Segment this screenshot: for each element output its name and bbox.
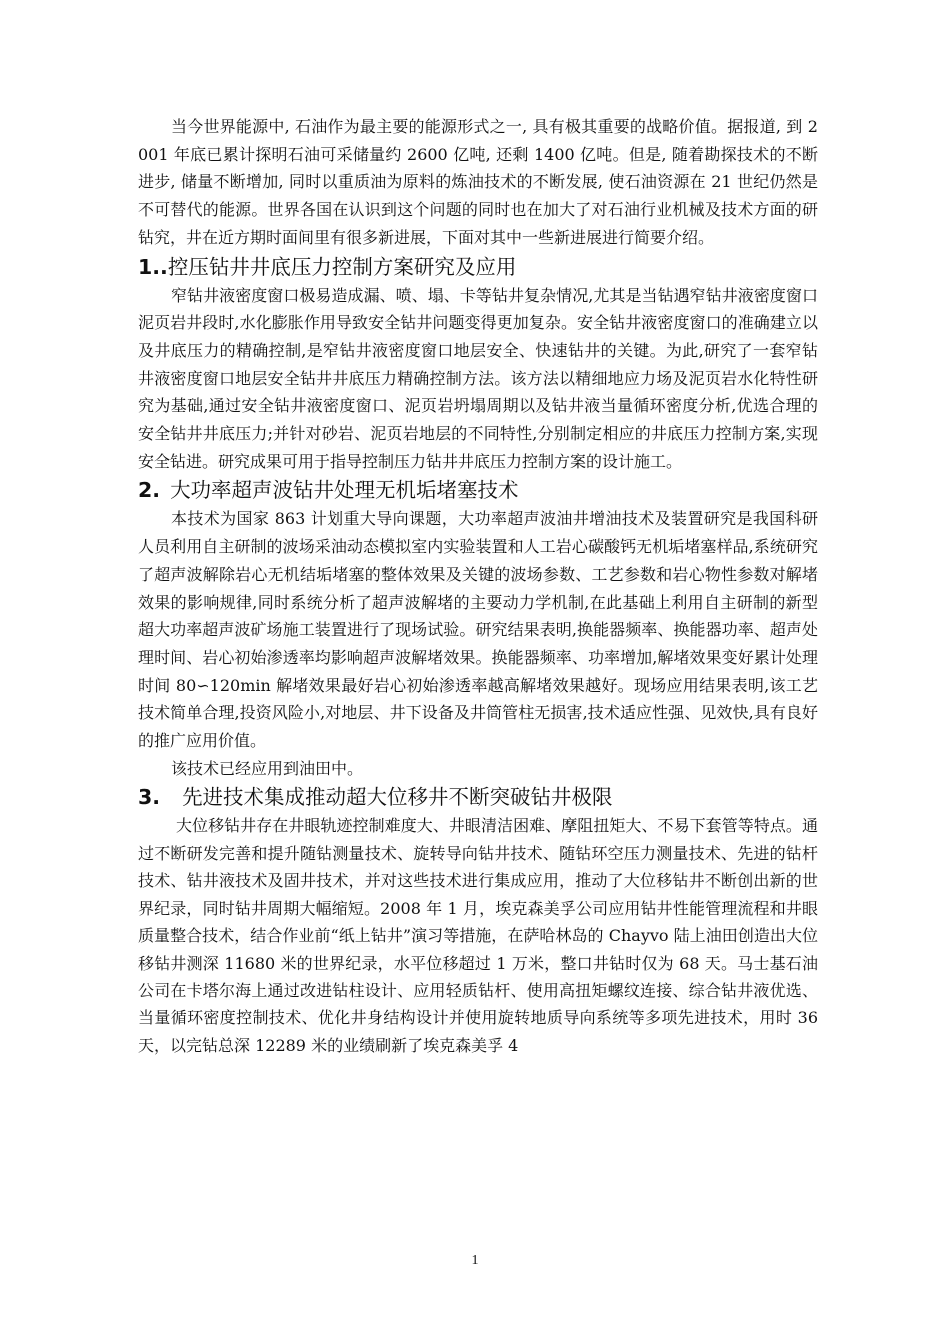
section-3-paragraph: 大位移钻井存在井眼轨迹控制难度大、井眼清洁困难、摩阻扭矩大、不易下套管等特点。通过不断研发完善和提升随钻测量技术、旋转导向钻井技术、随钻环空压力测量技术、先进的钻杆技术、钻井液技术及固井技术，并对这些技术进行集成应用，推动了大位移钻井不断创出新的世界纪录，同时钻井周期大幅缩短。2008 年 1 月，埃克森美孚公司应用钻井性能管理流程和井眼质量整合技术，结合作业前“纸上钻井”演习等措施，在萨哈林岛的 Chayvo 陆上油田创造出大位移钻井测深 11680 米的世界纪录，水平位移超过 1 万米，整口井钻时仅为 68 天。马士基石油公司在卡塔尔海上通过改进钻柱设计、应用轻质钻杆、使用高扭矩螺纹连接、综合钻井液优选、当量循环密度控制技术、优化井身结构设计并使用旋转地质导向系统等多项先进技术，用时 36 天，以完钻总深 12289 米的业绩刷新了埃克森美孚 4 — [138, 816, 818, 1055]
page-body — [138, 113, 818, 1059]
section-number: 1.. — [138, 254, 168, 279]
section-number: 2. — [138, 478, 161, 503]
section-heading-2 — [138, 475, 818, 505]
section-1-paragraph: 窄钻井液密度窗口极易造成漏、喷、塌、卡等钻井复杂情况,尤其是当钻遇窄钻井液密度窗口泥页岩井段时,水化膨胀作用导致安全钻井问题变得更加复杂。安全钻井液密度窗口的准确建立以及井底压力的精确控制,是窄钻井液密度窗口地层安全、快速钻井的关键。为此,研究了一套窄钻井液密度窗口地层安全钻井井底压力精确控制方法。该方法以精细地应力场及泥页岩水化特性研究为基础,通过安全钻井液密度窗口、泥页岩坍塌周期以及钻井液当量循环密度分析,优选合理的安全钻井井底压力;并针对砂岩、泥页岩地层的不同特性,分别制定相应的井底压力控制方案,实现安全钻进。研究成果可用于指导控制压力钻井井底压力控制方案的设计施工。 — [138, 285, 818, 471]
section-title: 控压钻井井底压力控制方案研究及应用 — [167, 254, 517, 279]
section-2-paragraph: 本技术为国家 863 计划重大导向课题，大功率超声波油井增油技术及装置研究是我国科研人员利用自主研制的波场采油动态模拟室内实验装置和人工岩心碳酸钙无机垢堵塞样品,系统研究了超声波解除岩心无机结垢堵塞的整体效果及关键的波场参数、工艺参数和岩心物性参数对解堵效果的影响规律,同时系统分析了超声波解堵的主要动力学机制,在此基础上利用自主研制的新型超大功率超声波矿场施工装置进行了现场试验。研究结果表明,换能器频率、换能器功率、超声处理时间、岩心初始渗透率均影响超声波解堵效果。换能器频率、功率增加,解堵效果变好累计处理时间 80∽120min 解堵效果最好岩心初始渗透率越高解堵效果越好。现场应用结果表明,该工艺技术简单合理,投资风险小,对地层、井下设备及井筒管柱无损害,技术适应性强、见效快,具有良好的推广应用价值。 — [138, 509, 818, 751]
section-heading-3 — [138, 782, 818, 812]
section-2-note: 该技术已经应用到油田中。 — [171, 758, 364, 778]
section-heading-1 — [138, 252, 818, 282]
intro-paragraph: 当今世界能源中, 石油作为最主要的能源形式之一, 具有极其重要的战略价值。据报道, 到 2001 年底已累计探明石油可采储量约 2600 亿吨, 还剩 1400 亿吨。但是, 随着勘探技术的不断进步, 储量不断增加, 同时以重质油为原料的炼油技术的不断发展, 使石油资源在 21 世纪仍然是不可替代的能源。世界各国在认识到这个问题的同时也在加大了对石油行业机械及技术方面的研钻究，井在近方期时面间里有很多新进展，下面对其中一些新进展进行简要介绍。 — [138, 117, 818, 247]
section-number: 3. — [138, 785, 161, 810]
section-title: 大功率超声波钻井处理无机垢堵塞技术 — [170, 478, 519, 503]
page-number: 1 — [471, 1253, 479, 1268]
section-title: 先进技术集成推动超大位移井不断突破钻井极限 — [182, 785, 613, 810]
